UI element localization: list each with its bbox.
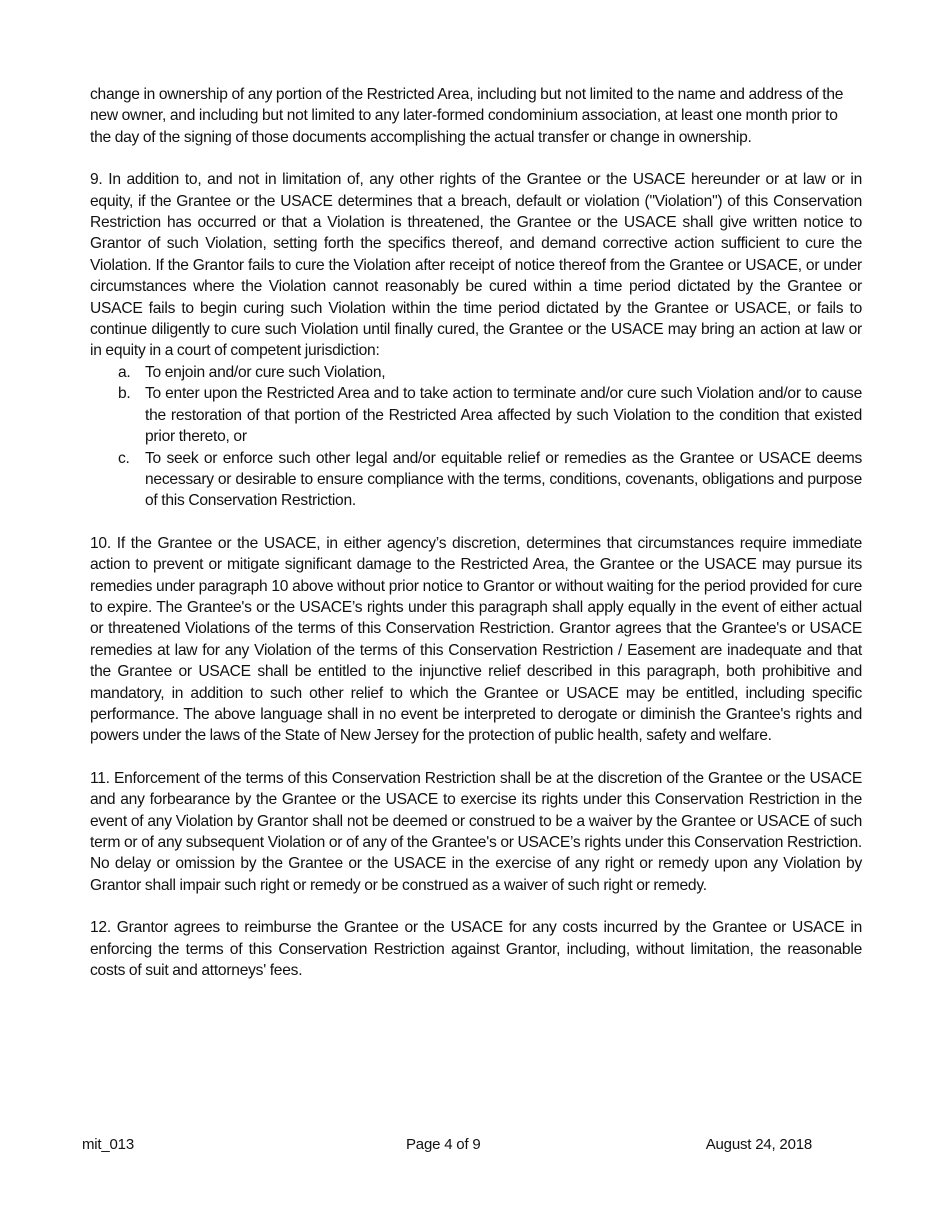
list-item-text: To enjoin and/or cure such Violation, <box>145 363 386 381</box>
footer-doc-id: mit_013 <box>82 1136 134 1153</box>
paragraph-12: 12. Grantor agrees to reimburse the Grantee or the USACE for any costs incurred by the Grantee or USACE in enforcing the terms of this Conservation Restriction against Grantor, including, without limitation, the reasonable costs of suit and attorneys' fees. <box>90 919 862 980</box>
list-marker: c. <box>118 449 130 467</box>
remedies-list <box>90 362 862 512</box>
document-body <box>90 84 862 1002</box>
paragraph-10: 10. If the Grantee or the USACE, in either agency’s discretion, determines that circumstances require immediate action to prevent or mitigate significant damage to the Restricted Area, the Grantee or the USACE may pursue its remedies under paragraph 10 above without prior notice to Grantor or without waiting for the period provided for cure to expire. The Grantee's or the USACE’s rights under this paragraph shall apply equally in the event of either actual or threatened Violations of the terms of this Conservation Restriction. Grantor agrees that the Grantee's or USACE remedies at law for any Violation of the terms of this Conservation Restriction / Easement are inadequate and that the Grantee or USACE shall be entitled to the injunctive relief described in this paragraph, both prohibitive and mandatory, in addition to such other relief to which the Grantee or USACE may be entitled, including specific performance. The above language shall in no event be interpreted to derogate or diminish the Grantee's rights and powers under the laws of the State of New Jersey for the protection of public health, safety and welfare. <box>90 534 862 745</box>
paragraph-continuation: change in ownership of any portion of the Restricted Area, including but not limited to the name and address of the new owner, and including but not limited to any later-formed condominium association, at least one month prior to the day of the signing of those documents accomplishing the actual transfer or change in ownership. <box>90 86 844 146</box>
list-marker: b. <box>118 385 131 403</box>
paragraph-9: 9. In addition to, and not in limitation of, any other rights of the Grantee or the USACE hereunder or at law or in equity, if the Grantee or the USACE determines that a breach, default or violation ("Violation") of this Conservation Restriction has occurred or that a Violation is threatened, the Grantee or the USACE shall give written notice to Grantor of such Violation, setting forth the specifics thereof, and demand corrective action sufficient to cure the Violation. If the Grantor fails to cure the Violation after receipt of notice thereof from the Grantee or USACE, or under circumstances where the Violation cannot reasonably be cured within a time period dictated by the Grantee or USACE fails to begin curing such Violation within the time period dictated by the Grantee or USACE, or fails to continue diligently to cure such Violation until finally cured, the Grantee or the USACE may bring an action at law or in equity in a court of competent jurisdiction: <box>90 171 862 360</box>
list-item-text: To seek or enforce such other legal and/or equitable relief or remedies as the Grantee or USACE deems necessary or desirable to ensure compliance with the terms, conditions, covenants, obligations and purpose of this Conservation Restriction. <box>145 449 862 510</box>
list-item <box>90 448 862 512</box>
list-item <box>90 383 862 447</box>
list-item <box>90 362 862 383</box>
page-footer <box>82 1136 812 1156</box>
list-item-text: To enter upon the Restricted Area and to take action to terminate and/or cure such Violation and/or to cause the restoration of that portion of the Restricted Area affected by such Violation to the condition that existed prior thereto, or <box>145 385 862 446</box>
footer-date: August 24, 2018 <box>705 1136 812 1153</box>
footer-page-number: Page 4 of 9 <box>406 1136 481 1153</box>
paragraph-11: 11. Enforcement of the terms of this Conservation Restriction shall be at the discretion of the Grantee or the USACE and any forbearance by the Grantee or the USACE to exercise its rights under this Conservation Restriction in the event of any Violation by Grantor shall not be deemed or construed to be a waiver by the Grantee or USACE of such term or of any subsequent Violation or of any of the Grantee's or USACE’s rights under this Conservation Restriction. No delay or omission by the Grantee or the USACE in the exercise of any right or remedy upon any Violation by Grantor shall impair such right or remedy or be construed as a waiver of such right or remedy. <box>90 769 862 894</box>
list-marker: a. <box>118 363 131 381</box>
